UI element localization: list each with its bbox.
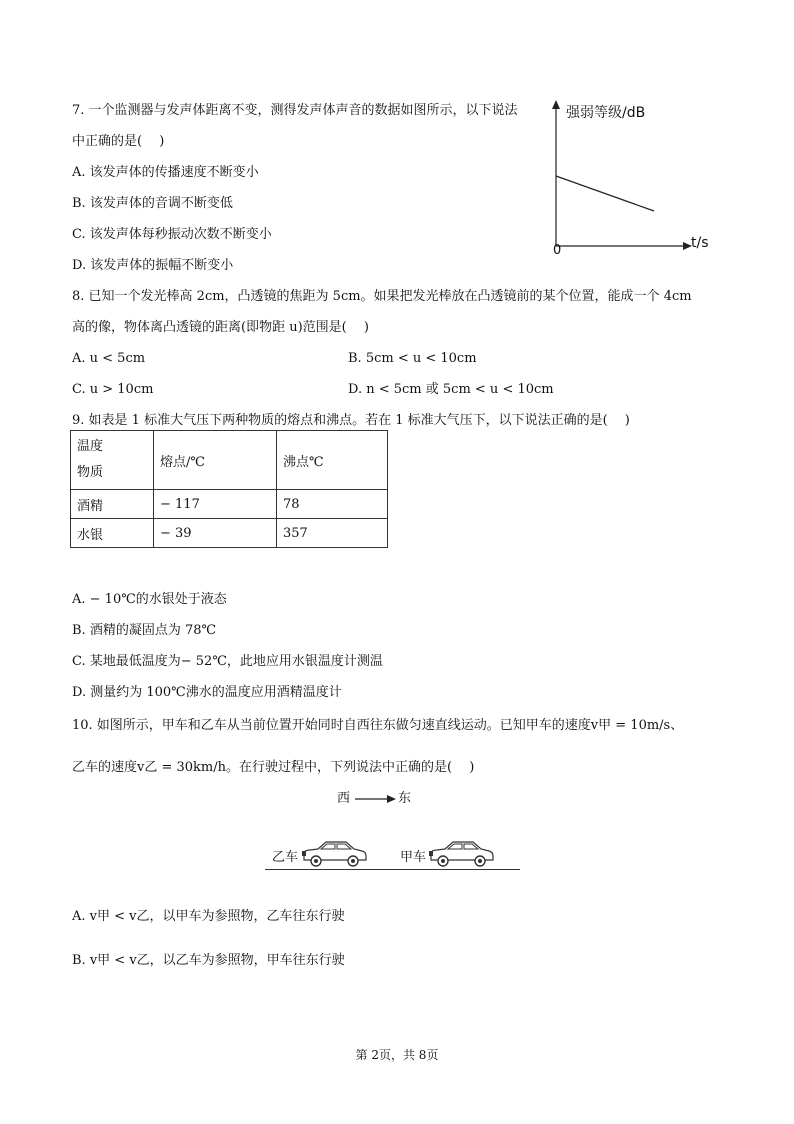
q8-option-a: A. u < 5cm xyxy=(72,351,146,366)
q10-east-label: 东 xyxy=(398,791,412,806)
q9-option-a: A. − 10℃的水银处于液态 xyxy=(72,592,227,607)
q10-option-a: A. v甲 < v乙，以甲车为参照物，乙车往东行驶 xyxy=(72,909,345,924)
q7-graph-xlabel: t/s xyxy=(691,235,709,251)
q9-table-cell-name: 水银 xyxy=(71,519,154,548)
q7-option-c: C. 该发声体每秒振动次数不断变小 xyxy=(72,227,272,242)
q10-car-a-label: 甲车 xyxy=(400,850,427,865)
table-row xyxy=(71,490,388,519)
q7-option-d: D. 该发声体的振幅不断变小 xyxy=(72,258,234,273)
q10-direction-arrow xyxy=(353,790,398,808)
q10-stem-line1: 10. 如图所示，甲车和乙车从当前位置开始同时自西往东做匀速直线运动。已知甲车的速度v甲 = 10m/s、 xyxy=(72,718,684,733)
q9-table-header-boil: 沸点℃ xyxy=(277,431,388,490)
q7-graph xyxy=(545,96,725,260)
q10-west-label: 西 xyxy=(337,791,351,806)
q9-properties-table xyxy=(70,430,388,548)
q9-table-cell-melt: − 117 xyxy=(154,490,277,519)
q9-option-c: C. 某地最低温度为− 52℃，此地应用水银温度计测温 xyxy=(72,654,383,669)
table-row xyxy=(71,519,388,548)
q10-stem-line2: 乙车的速度v乙 = 30km/h。在行驶过程中，下列说法中正确的是( ) xyxy=(72,760,475,775)
q7-option-a: A. 该发声体的传播速度不断变小 xyxy=(72,165,259,180)
q9-option-d: D. 测量约为 100℃沸水的温度应用酒精温度计 xyxy=(72,685,342,700)
q9-table-corner xyxy=(71,431,154,490)
q9-stem: 9. 如表是 1 标准大气压下两种物质的熔点和沸点。若在 1 标准大气压下，以下说法正确的是( ) xyxy=(72,413,630,428)
q8-option-c: C. u > 10cm xyxy=(72,382,154,397)
q10-car-b-label: 乙车 xyxy=(272,850,299,865)
q8-stem-line1: 8. 已知一个发光棒高 2cm，凸透镜的焦距为 5cm。如果把发光棒放在凸透镜前的某个位置，能成一个 4cm xyxy=(72,289,692,304)
q10-option-b: B. v甲 < v乙，以乙车为参照物，甲车往东行驶 xyxy=(72,953,345,968)
q7-graph-line xyxy=(556,176,654,211)
q9-option-b: B. 酒精的凝固点为 78℃ xyxy=(72,623,217,638)
q9-table-header-melt: 熔点/℃ xyxy=(154,431,277,490)
q9-table-cell-boil: 78 xyxy=(277,490,388,519)
car-icon xyxy=(427,838,497,870)
page-footer: 第 2页，共 8页 xyxy=(355,1048,439,1062)
q9-table-cell-boil: 357 xyxy=(277,519,388,548)
q9-table-corner-top: 温度 xyxy=(77,439,104,454)
q7-stem-line2: 中正确的是( ) xyxy=(72,134,165,149)
q8-option-b: B. 5cm < u < 10cm xyxy=(348,351,477,366)
q10-road-line xyxy=(265,869,520,870)
q7-graph-origin: 0 xyxy=(553,243,562,258)
q7-graph-ylabel: 强弱等级/dB xyxy=(566,105,646,121)
q9-table-cell-name: 酒精 xyxy=(71,490,154,519)
q9-table-corner-bottom: 物质 xyxy=(77,465,104,480)
q9-table-cell-melt: − 39 xyxy=(154,519,277,548)
q8-stem-line2: 高的像，物体离凸透镜的距离(即物距 u)范围是( ) xyxy=(72,320,369,335)
q7-stem-line1: 7. 一个监测器与发声体距离不变，测得发声体声音的数据如图所示，以下说法 xyxy=(72,103,518,118)
q7-option-b: B. 该发声体的音调不断变低 xyxy=(72,196,233,211)
q8-option-d: D. n < 5cm 或 5cm < u < 10cm xyxy=(348,382,554,397)
car-icon xyxy=(300,838,370,870)
q7-graph-y-arrow xyxy=(552,100,560,109)
